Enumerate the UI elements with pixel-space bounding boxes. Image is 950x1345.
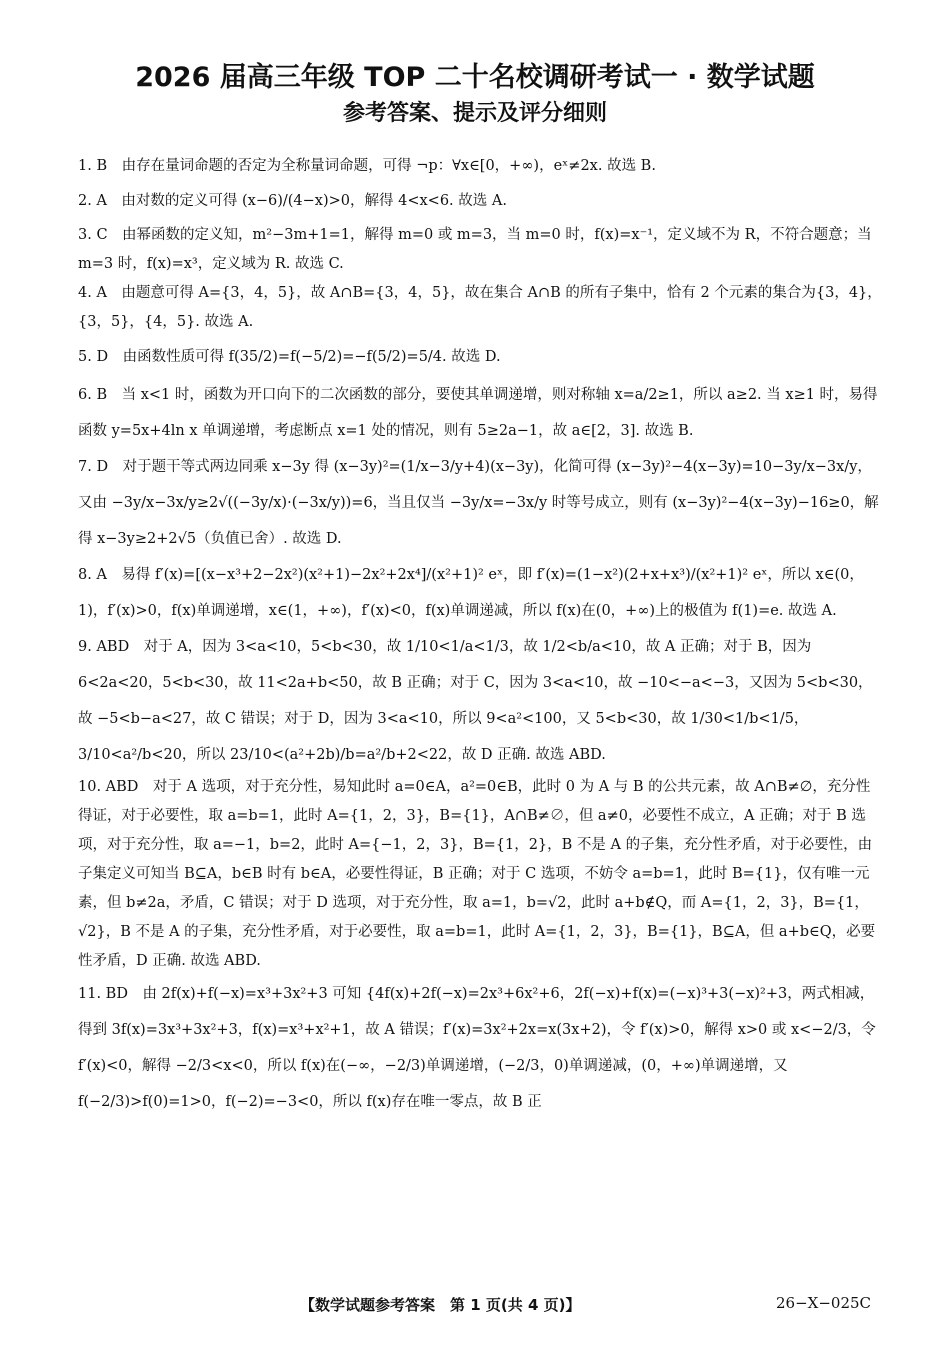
answer-item-3: 3. C 由幂函数的定义知，m²−3m+1=1，解得 m=0 或 m=3，当 m=0 时，f(x)=x⁻¹，定义域不为 R，不符合题意；当 m=3 时，f(x)=x³，定义域为 R. 故选 C. bbox=[78, 227, 872, 272]
footer-doc-code: 26−X−025C bbox=[776, 1294, 872, 1312]
answer-item-2: 2. A 由对数的定义可得 (x−6)/(4−x)>0，解得 4<x<6. 故选 A. bbox=[78, 193, 507, 209]
answer-item-10: 10. ABD 对于 A 选项，对于充分性，易知此时 a=0∈A，a²=0∈B，此时 0 为 A 与 B 的公共元素，故 A∩B≠∅，充分性得证，对于必要性，取 a=b=1，此时 A={1，2，3}，B={1}，A∩B≠∅，但 a≠0，必要性不成立，A 正确；对于 B 选项，对于充分性，取 a=−1，b=2，此时 A={−1，2，3}，B={1，2}，B 不是 A 的子集，充分性矛盾，对于必要性，由子集定义可知当 B⊆A，b∈B 时有 b∈A，必要性得证，B 正确；对于 C 选项，不妨令 a=b=1，此时 B={1}，仅有唯一元素，但 b≠2a，矛盾，C 错误；对于 D 选项，对于充分性，取 a=1，b=√2，此时 a+b∉Q，而 A={1，2，3}，B={1，√2}，B 不是 A 的子集，充分性矛盾，对于必要性，取 a=b=1，此时 A={1，2，3}，B={1}，B⊆A，但 a+b∈Q，必要性矛盾，D 正确. 故选 ABD. bbox=[78, 779, 876, 969]
answer-item-11: 11. BD 由 2f(x)+f(−x)=x³+3x²+3 可知 {4f(x)+2f(−x)=2x³+6x²+6，2f(−x)+f(x)=(−x)³+3(−x)²+3，两式相减，得到 3f(x)=3x³+3x²+3，f(x)=x³+x²+1，故 A 错误；f′(x)=3x²+2x=x(3x+2)，令 f′(x)>0，解得 x>0 或 x<−2/3，令 f′(x)<0，解得 −2/3<x<0，所以 f(x)在(−∞，−2/3)单调递增，(−2/3，0)单调递减，(0，+∞)单调递增，又 f(−2/3)>f(0)=1>0，f(−2)=−3<0，所以 f(x)存在唯一零点，故 B 正 bbox=[78, 986, 876, 1110]
footer-page-info: 【数学试题参考答案 第 1 页(共 4 页)】 bbox=[300, 1296, 581, 1314]
answer-item-8: 8. A 易得 f′(x)=[(x−x³+2−2x²)(x²+1)−2x²+2x⁴]/(x²+1)² eˣ，即 f′(x)=(1−x²)(2+x+x³)/(x²+1)² eˣ，所以 x∈(0，1)，f′(x)>0，f(x)单调递增，x∈(1，+∞)，f′(x)<0，f(x)单调递减，所以 f(x)在(0，+∞)上的极值为 f(1)=e. 故选 A. bbox=[78, 567, 864, 619]
answer-item-6: 6. B 当 x<1 时，函数为开口向下的二次函数的部分，要使其单调递增，则对称轴 x=a/2≥1，所以 a≥2. 当 x≥1 时，易得函数 y=5x+4ln x 单调递增，考虑断点 x=1 处的情况，则有 5≥2a−1，故 a∈[2，3]. 故选 B. bbox=[78, 387, 878, 439]
answer-item-5: 5. D 由函数性质可得 f(35/2)=f(−5/2)=−f(5/2)=5/4. 故选 D. bbox=[78, 349, 501, 365]
answer-item-1: 1. B 由存在量词命题的否定为全称量词命题，可得 ¬p：∀x∈[0，+∞)，eˣ≠2x. 故选 B. bbox=[78, 158, 656, 174]
page-title: 2026 届高三年级 TOP 二十名校调研考试一 · 数学试题 bbox=[135, 62, 815, 93]
answer-item-7: 7. D 对于题干等式两边同乘 x−3y 得 (x−3y)²=(1/x−3/y+4)(x−3y)，化简可得 (x−3y)²−4(x−3y)=10−3y/x−3x/y，又由 −3y/x−3x/y≥2√((−3y/x)·(−3x/y))=6，当且仅当 −3y/x=−3x/y 时等号成立，则有 (x−3y)²−4(x−3y)−16≥0，解得 x−3y≥2+2√5（负值已舍）. 故选 D. bbox=[78, 459, 879, 547]
answer-item-9: 9. ABD 对于 A，因为 3<a<10，5<b<30，故 1/10<1/a<1/3，故 1/2<b/a<10，故 A 正确；对于 B，因为 6<2a<20，5<b<30，故 11<2a+b<50，故 B 正确；对于 C，因为 3<a<10，故 −10<−a<−3，又因为 5<b<30，故 −5<b−a<27，故 C 错误；对于 D，因为 3<a<10，所以 9<a²<100，又 5<b<30，故 1/30<1/b<1/5，3/10<a²/b<20，所以 23/10<(a²+2b)/b=a²/b+2<22，故 D 正确. 故选 ABD. bbox=[78, 639, 873, 763]
answer-list bbox=[78, 152, 882, 1120]
page-subtitle: 参考答案、提示及评分细则 bbox=[342, 101, 607, 126]
answer-item-4: 4. A 由题意可得 A={3，4，5}，故 A∩B={3，4，5}，故在集合 A∩B 的所有子集中，恰有 2 个元素的集合为{3，4}，{3，5}，{4，5}. 故选 A. bbox=[78, 285, 882, 330]
